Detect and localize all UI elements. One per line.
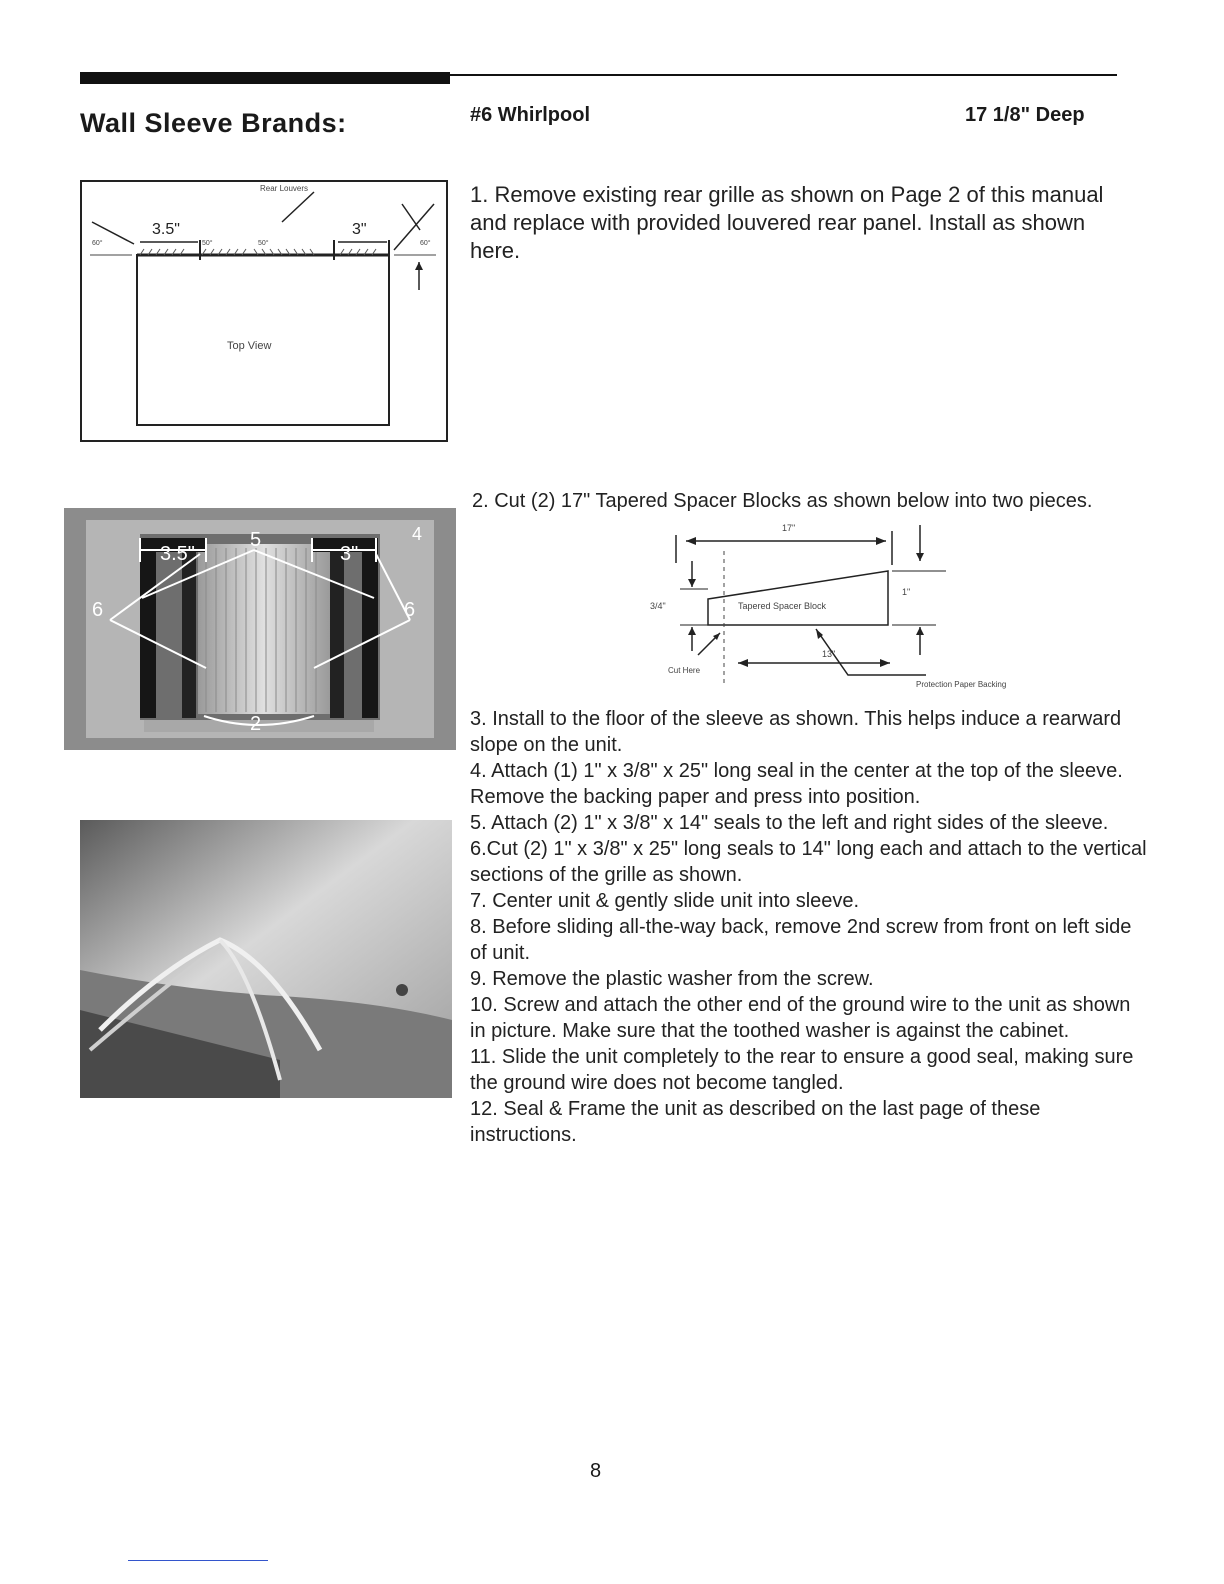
ground-wire-photo: [80, 820, 452, 1098]
step-12: 12. Seal & Frame the unit as described on the last page of these instructions.: [470, 1098, 1041, 1146]
step-2: 2. Cut (2) 17" Tapered Spacer Blocks as shown below into two pieces.: [472, 490, 1093, 512]
step-9: 9. Remove the plastic washer from the screw.: [470, 968, 874, 990]
left-angle-label: 60°: [92, 240, 103, 247]
page-number: 8: [590, 1460, 602, 1482]
callout-2: 2: [250, 713, 262, 735]
top-view-figure: [80, 180, 448, 442]
step-6: 6.Cut (2) 1" x 3/8" x 25" long seals to 14" long each and attach to the vertical sections of the grille as shown.: [470, 838, 1147, 886]
photo-right-width-label: 3": [340, 543, 359, 565]
step-3: 3. Install to the floor of the sleeve as shown. This helps induce a rearward slope on the unit.: [470, 708, 1122, 756]
block-label: Tapered Spacer Block: [738, 601, 827, 611]
sleeve-photo: [64, 508, 456, 750]
step-1: 1. Remove existing rear grille as shown on Page 2 of this manual and replace with provided louvered rear panel. Install as shown here.: [470, 182, 1104, 263]
height-left-label: 3/4": [650, 601, 666, 611]
step-11: 11. Slide the unit completely to the rear to ensure a good seal, making sure the ground wire does not become tangled.: [470, 1046, 1134, 1094]
spacer-block-diagram: [616, 515, 1056, 695]
callout-6-right: 6: [404, 599, 416, 621]
spacer-block-figure: [616, 515, 1056, 695]
right-width-label: 3": [352, 221, 367, 238]
ground-wire-photo-drawing: [80, 820, 452, 1098]
paper-backing-label: Protection Paper Backing: [916, 680, 1007, 689]
top-view-diagram: [82, 182, 446, 440]
depth-label: 17 1/8" Deep: [965, 104, 1085, 126]
callout-6-left: 6: [92, 599, 104, 621]
callout-4: 4: [412, 524, 423, 544]
header-rule-thin: [450, 74, 1117, 76]
left-width-label: 3.5": [152, 221, 180, 238]
callout-5: 5: [250, 529, 262, 551]
top-view-label: Top View: [227, 340, 272, 352]
header-rule-thick: [80, 72, 450, 84]
step-4: 4. Attach (1) 1" x 3/8" x 25" long seal in the center at the top of the sleeve. Remove the backing paper and press into position.: [470, 760, 1123, 808]
step-8: 8. Before sliding all-the-way back, remove 2nd screw from front on left side of unit.: [470, 916, 1132, 964]
brand-label: #6 Whirlpool: [470, 104, 590, 126]
page-title: Wall Sleeve Brands:: [80, 108, 347, 138]
right-angle-label: 60°: [420, 240, 431, 247]
cut-here-label: Cut Here: [668, 666, 701, 675]
rear-louvers-label: Rear Louvers: [260, 184, 309, 193]
step-7: 7. Center unit & gently slide unit into sleeve.: [470, 890, 860, 912]
sleeve-photo-drawing: [64, 508, 456, 750]
photo-left-width-label: 3.5": [160, 543, 195, 565]
center-angle-b-label: 50°: [258, 240, 269, 247]
height-right-label: 1": [902, 587, 911, 597]
center-angle-a-label: 50°: [202, 240, 213, 247]
bottom-rule: [128, 1560, 268, 1561]
length-top-label: 17": [782, 523, 796, 533]
step-10: 10. Screw and attach the other end of the ground wire to the unit as shown in picture. Make sure that the toothed washer is against the cabinet.: [470, 994, 1131, 1042]
length-bottom-label: 13": [822, 649, 836, 659]
step-5: 5. Attach (2) 1" x 3/8" x 14" seals to the left and right sides of the sleeve.: [470, 812, 1109, 834]
steps-list: [470, 706, 1150, 1148]
